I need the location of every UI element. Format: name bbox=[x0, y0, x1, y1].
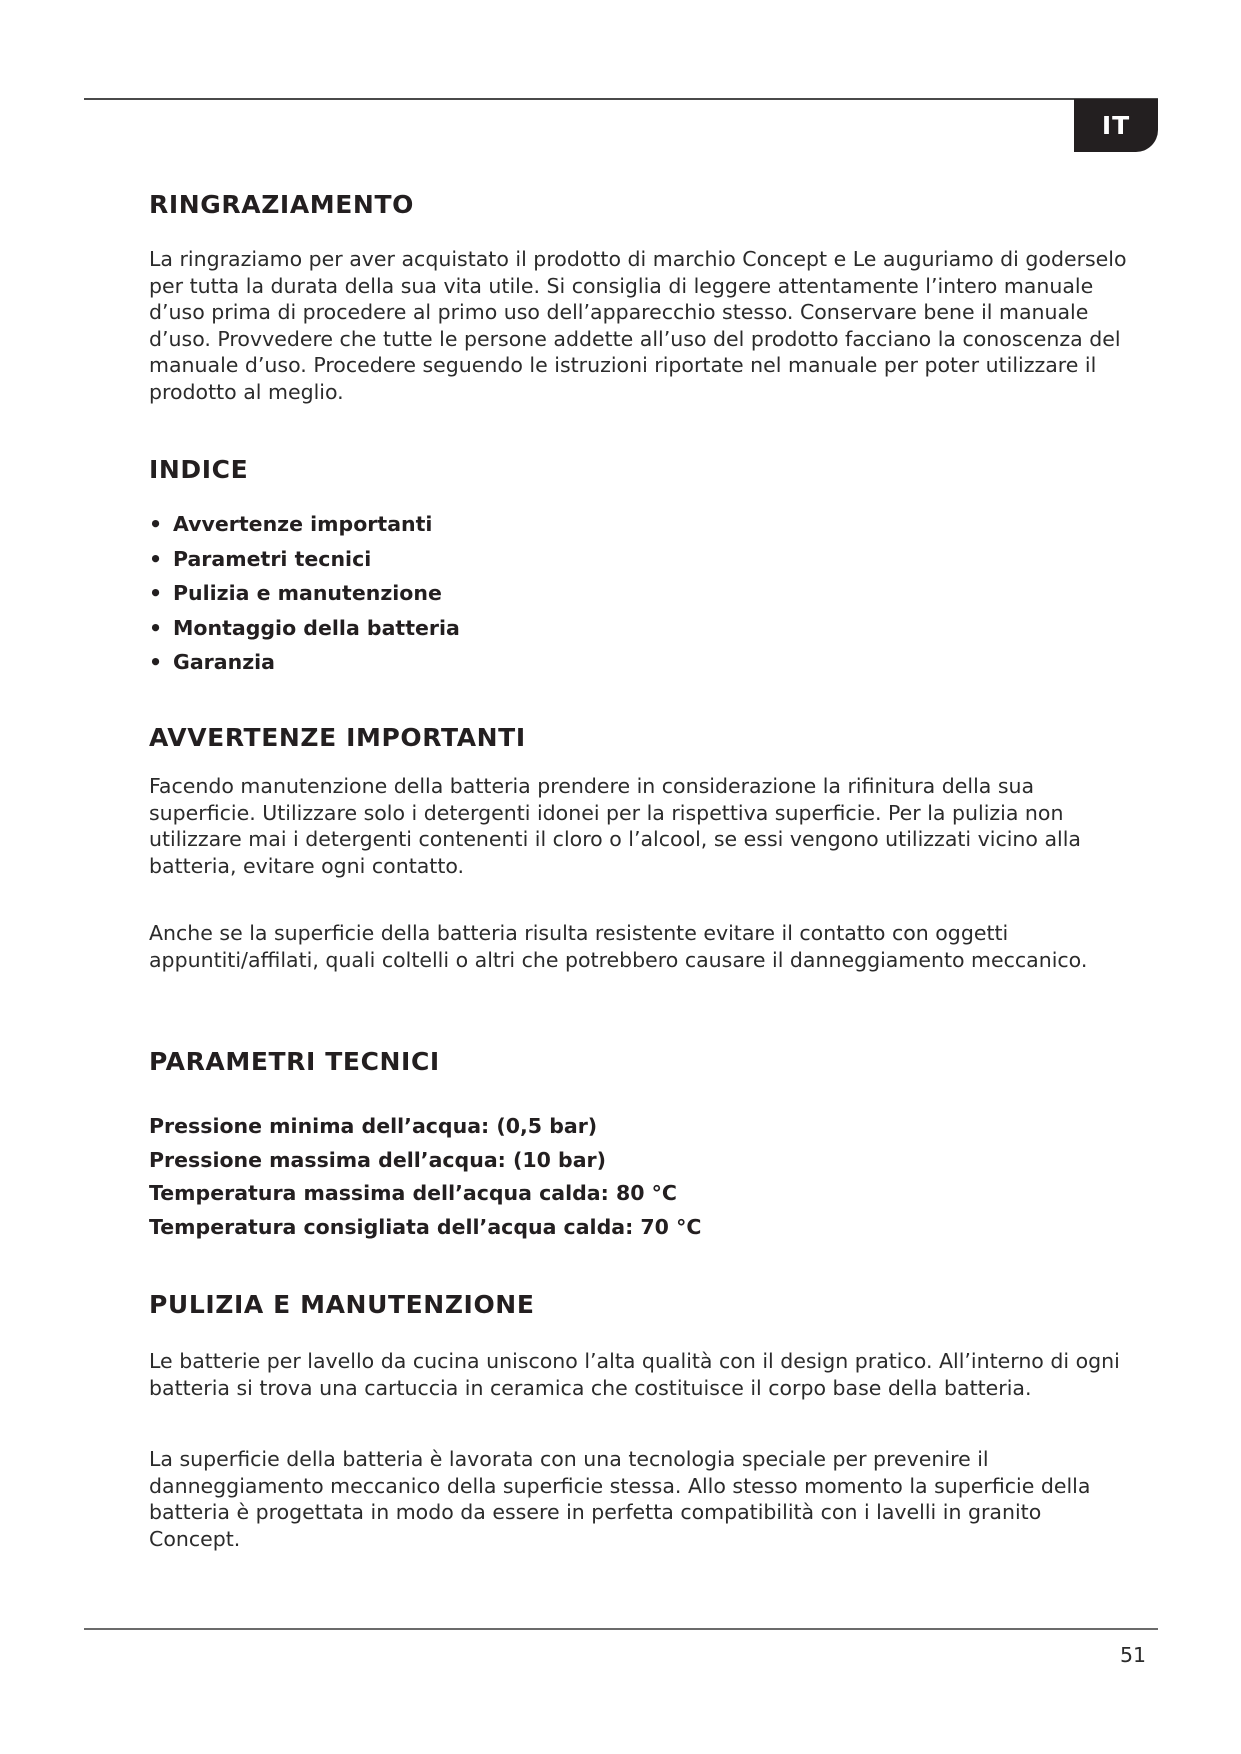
indice-list bbox=[149, 507, 460, 680]
list-item: Temperatura massima dell’acqua calda: 80 °C bbox=[149, 1181, 677, 1205]
avvertenze-paragraph-2: Anche se la superficie della batteria risulta resistente evitare il contatto con oggetti appuntiti/affilati, quali coltelli o altri che potrebbero causare il danneggiamento meccanico. bbox=[149, 921, 1088, 972]
header-rule bbox=[84, 98, 1158, 100]
section-title-ringraziamento: RINGRAZIAMENTO bbox=[149, 190, 414, 219]
list-item: • Garanzia bbox=[149, 645, 460, 680]
list-item: Pressione massima dell’acqua: (10 bar) bbox=[149, 1147, 607, 1172]
list-item: • Pulizia e manutenzione bbox=[149, 576, 460, 611]
parametri-list bbox=[149, 1110, 701, 1244]
section-title-avvertenze: AVVERTENZE IMPORTANTI bbox=[149, 723, 526, 752]
bullet-icon: • bbox=[149, 512, 163, 536]
list-item: Pressione minima dell’acqua: (0,5 bar) bbox=[149, 1114, 598, 1138]
footer-rule bbox=[84, 1628, 1158, 1630]
bullet-icon: • bbox=[149, 615, 163, 640]
bullet-icon: • bbox=[149, 650, 163, 674]
page-number: 51 bbox=[1120, 1643, 1147, 1667]
language-tab: IT bbox=[1074, 99, 1158, 152]
ringraziamento-paragraph: La ringraziamo per aver acquistato il prodotto di marchio Concept e Le auguriamo di goderselo per tutta la durata della sua vita utile. Si consiglia di leggere attentamente l’intero manuale d’uso prima di procedere al primo uso dell’apparecchio stesso. Conservare bene il manuale d’uso. Provvedere che tutte le persone addette all’uso del prodotto facciano la conoscenza del manuale d’uso. Procedere seguendo le istruzioni riportate nel manuale per poter utilizzare il prodotto al meglio. bbox=[149, 247, 1127, 404]
section-title-parametri: PARAMETRI TECNICI bbox=[149, 1047, 440, 1076]
list-item: • Montaggio della batteria bbox=[149, 611, 460, 646]
section-title-pulizia: PULIZIA E MANUTENZIONE bbox=[149, 1290, 535, 1319]
list-item: • Parametri tecnici bbox=[149, 542, 460, 577]
list-item: • Avvertenze importanti bbox=[149, 507, 460, 542]
bullet-icon: • bbox=[149, 546, 163, 571]
pulizia-paragraph-1: Le batterie per lavello da cucina uniscono l’alta qualità con il design pratico. All’interno di ogni batteria si trova una cartuccia in ceramica che costituisce il corpo base della batteria. bbox=[149, 1349, 1120, 1400]
section-title-indice: INDICE bbox=[149, 455, 249, 484]
bullet-icon: • bbox=[149, 581, 163, 605]
pulizia-paragraph-2: La superficie della batteria è lavorata con una tecnologia speciale per prevenire il danneggiamento meccanico della superficie stessa. Allo stesso momento la superficie della batteria è progettata in modo da essere in perfetta compatibilità con i lavelli in granito Concept. bbox=[149, 1447, 1091, 1551]
list-item: Temperatura consigliata dell’acqua calda: 70 °C bbox=[149, 1214, 702, 1239]
avvertenze-paragraph-1: Facendo manutenzione della batteria prendere in considerazione la rifinitura della sua superficie. Utilizzare solo i detergenti idonei per la rispettiva superficie. Per la pulizia non utilizzare mai i detergenti contenenti il cloro o l’alcool, se essi vengono utilizzati vicino alla batteria, evitare ogni contatto. bbox=[149, 774, 1081, 878]
